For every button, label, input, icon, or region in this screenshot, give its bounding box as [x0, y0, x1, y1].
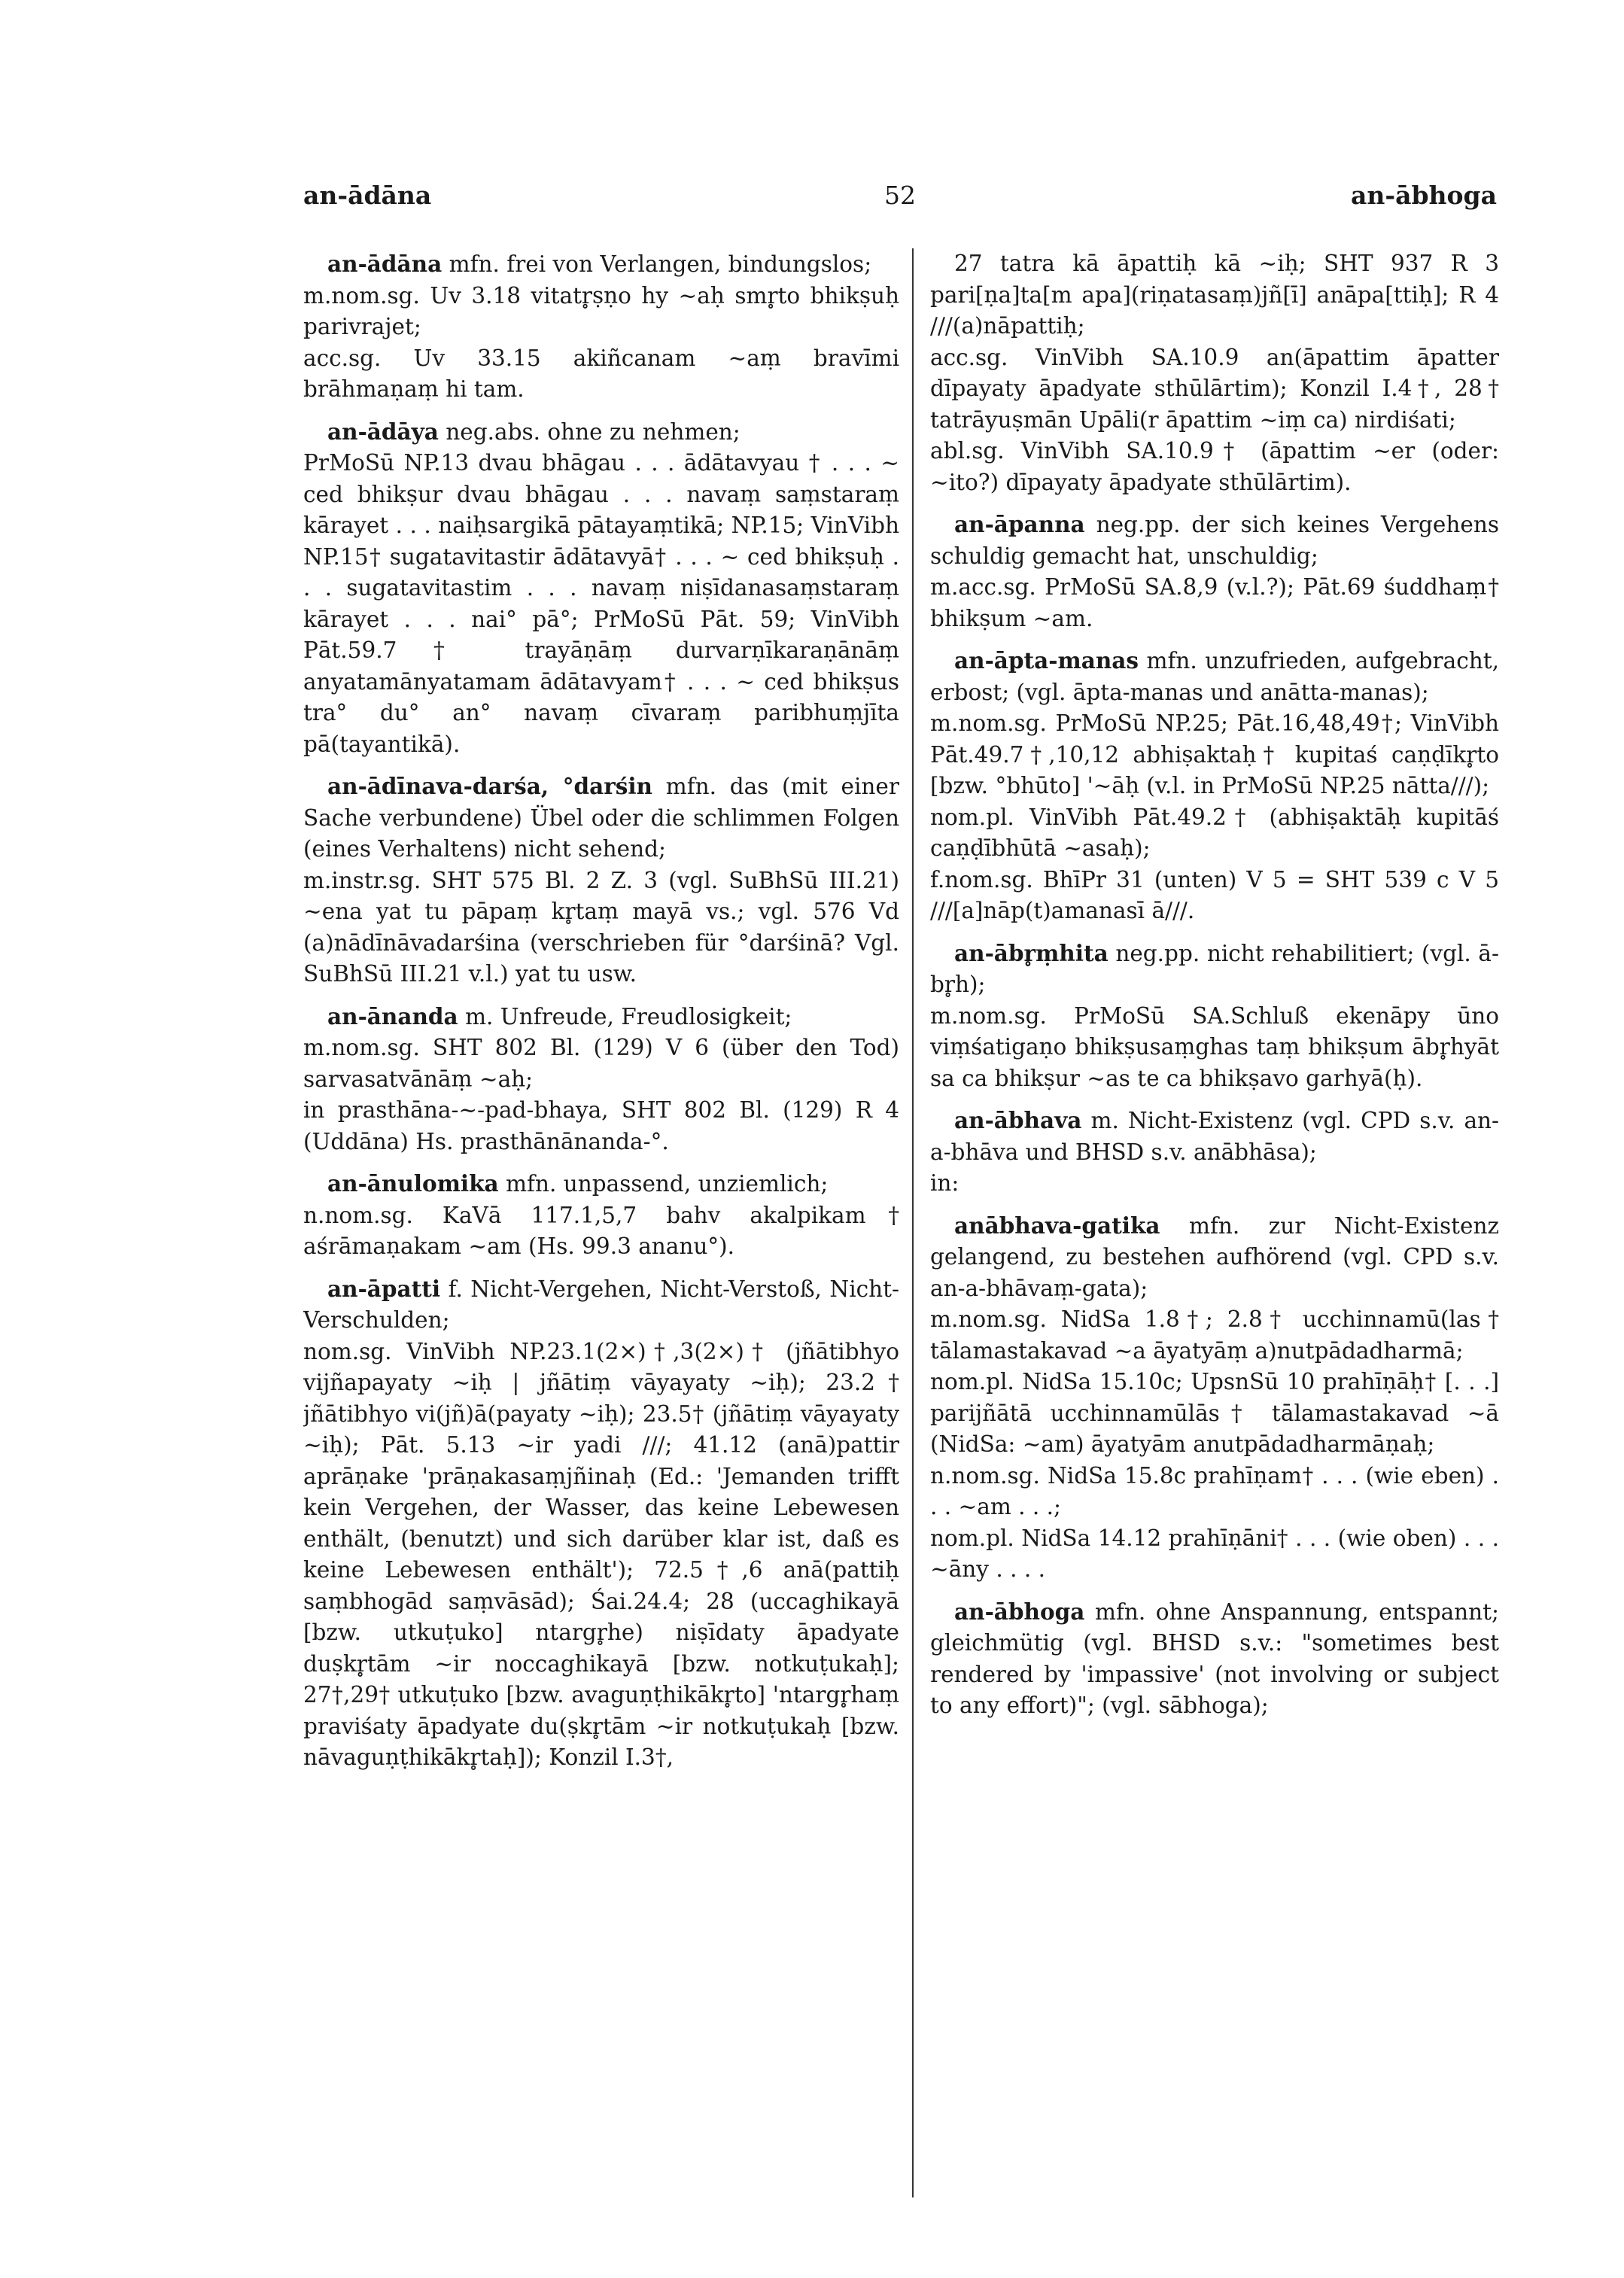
entry-lead [930, 509, 1499, 572]
entry-headword: an-āpatti [327, 1275, 441, 1302]
entry-headword: an-āpanna [954, 511, 1085, 537]
dictionary-entry [303, 771, 899, 990]
entry-citation: m.instr.sg. SHT 575 Bl. 2 Z. 3 (vgl. SuBhSū III.21) ~ena yat tu pāpaṃ kr̥taṃ mayā vs.; vgl. 576 Vd (a)nādīnāvadarśina (verschrieben für °darśinā? Vgl. SuBhSū III.21 v.l.) yat tu usw. [303, 867, 899, 987]
entry-headword: an-ābhava [954, 1107, 1082, 1133]
entry-definition: mfn. frei von Verlangen, bindungslos; [449, 251, 872, 277]
entry-definition: mfn. unzufrieden, aufgebracht, erbost; (vgl. āpta-manas und anātta-manas); [930, 648, 1499, 705]
entry-citation: nom.pl. NidSa 14.12 prahīṇāni† . . . (wie oben) . . . ~āny . . . . [930, 1525, 1499, 1582]
entry-lead [930, 938, 1499, 1001]
entry-lead [930, 1596, 1499, 1722]
entry-lead [303, 1273, 899, 1337]
dictionary-entry [930, 938, 1499, 1095]
entry-lead [303, 771, 899, 865]
entry-citation: abl.sg. VinVibh SA.10.9† (āpattim ~er (oder: ~ito?) dīpayaty āpadyate sthūlārtim). [930, 438, 1499, 495]
entry-citation: f.nom.sg. BhīPr 31 (unten) V 5 = SHT 539 c V 5 ///[a]nāp(t)amanasī ā///. [930, 866, 1499, 923]
entry-headword: an-ābhoga [954, 1598, 1085, 1625]
entry-citation: nom.pl. NidSa 15.10c; UpsnSū 10 prahīṇāḥ† [. . .] parijñātā ucchinnamūlās† tālamastakavad ~ā (NidSa: ~am) āyatyām anutpādadharmāṇaḥ; [930, 1369, 1499, 1457]
entry-citation: in prasthāna-~-pad-bhaya, SHT 802 Bl. (129) R 4 (Uddāna) Hs. prasthānānanda-°. [303, 1097, 899, 1154]
entry-headword: an-ādāya [327, 418, 439, 445]
entry-lead [930, 1210, 1499, 1305]
dictionary-entry [930, 248, 1499, 498]
entry-lead [303, 1168, 899, 1200]
entry-lead [303, 1001, 899, 1033]
dictionary-entry [930, 1105, 1499, 1200]
header-right-headword: an-ābhoga [1351, 181, 1497, 210]
dictionary-entry [303, 416, 899, 761]
entry-definition: f. Nicht-Vergehen, Nicht-Verstoß, Nicht-Verschulden; [303, 1276, 899, 1333]
entry-headword: an-ānulomika [327, 1170, 499, 1197]
entry-definition: m. Nicht-Existenz (vgl. CPD s.v. an-a-bhāva und BHSD s.v. anābhāsa); [930, 1108, 1499, 1165]
entry-lead [930, 248, 1499, 342]
entry-citation: m.nom.sg. PrMoSū NP.25; Pāt.16,48,49†; VinVibh Pāt.49.7†,10,12 abhiṣaktaḥ† kupitaś caṇḍīkr̥to [bzw. °bhūto] '~āḥ (v.l. in PrMoSū NP.25 nātta///); [930, 710, 1499, 798]
entry-citation: acc.sg. Uv 33.15 akiñcanam ~aṃ bravīmi brāhmaṇaṃ hi tam. [303, 345, 899, 402]
entry-citation: n.nom.sg. KaVā 117.1,5,7 bahv akalpikam† aśrāmaṇakam ~am (Hs. 99.3 ananu°). [303, 1202, 899, 1259]
dictionary-entry [303, 248, 899, 406]
entry-definition: neg.pp. der sich keines Vergehens schuldig gemacht hat, unschuldig; [930, 512, 1499, 569]
entry-headword: an-ābr̥ṃhita [954, 939, 1109, 966]
entry-lead [303, 248, 899, 281]
entry-citation: acc.sg. VinVibh SA.10.9 an(āpattim āpatter dīpayaty āpadyate sthūlārtim); Konzil I.4†, 28† tatrāyuṣmān Upāli(r āpattim ~iṃ ca) nirdiśati; [930, 344, 1499, 433]
entry-headword: anābhava-gatika [954, 1212, 1160, 1239]
dictionary-entry [930, 509, 1499, 634]
entry-headword: an-āpta-manas [954, 647, 1139, 674]
dictionary-entry [303, 1001, 899, 1158]
entry-citation: n.nom.sg. NidSa 15.8c prahīṇam† . . . (wie eben) . . . ~am . . .; [930, 1462, 1499, 1519]
dictionary-entry [930, 1596, 1499, 1722]
dictionary-entry [303, 1273, 899, 1774]
entry-citation: m.acc.sg. PrMoSū SA.8,9 (v.l.?); Pāt.69 śuddhaṃ† bhikṣum ~am. [930, 574, 1499, 631]
left-column [303, 248, 899, 2220]
entry-definition: neg.abs. ohne zu nehmen; [446, 418, 741, 445]
running-header [303, 178, 1497, 223]
entry-definition: mfn. unpassend, unziemlich; [506, 1171, 829, 1197]
dictionary-entry [930, 1210, 1499, 1586]
page-number: 52 [884, 181, 916, 210]
entry-definition: mfn. zur Nicht-Existenz gelangend, zu bestehen aufhörend (vgl. CPD s.v. an-a-bhāvaṃ-gata); [930, 1212, 1499, 1301]
entry-citation: m.nom.sg. PrMoSū SA.Schluß ekenāpy ūno viṃśatigaṇo bhikṣusaṃghas taṃ bhikṣum ābr̥hyāt sa ca bhikṣur ~as te ca bhikṣavo garhyā(ḥ). [930, 1002, 1499, 1091]
entry-citation: nom.pl. VinVibh Pāt.49.2† (abhiṣaktāḥ kupitāś caṇḍībhūtā ~asaḥ); [930, 804, 1499, 861]
entry-citation: PrMoSū NP.13 dvau bhāgau . . . ādātavyau † . . . ~ ced bhikṣur dvau bhāgau . . . navaṃ saṃstaraṃ kārayet . . . naiḥsargikā pātayaṃtikā; NP.15; VinVibh NP.15† sugatavitastir ādātavyā† . . . ~ ced bhikṣuḥ . . . sugatavitastim . . . navaṃ niṣīdanasaṃstaraṃ kārayet . . . nai° pā°; PrMoSū Pāt. 59; VinVibh Pāt.59.7† trayāṇāṃ durvarṇīkaraṇānāṃ anyatamānyatamam ādātavyam† . . . ~ ced bhikṣus tra° du° an° navaṃ cīvaraṃ paribhuṃjīta pā(tayantikā). [303, 450, 899, 757]
entry-headword: an-ānanda [327, 1002, 458, 1030]
entry-headword: an-ādīnava-darśa, °darśin [327, 773, 652, 799]
entry-citation: nom.sg. VinVibh NP.23.1(2×)†,3(2×)† (jñātibhyo vijñapayaty ~iḥ | jñātiṃ vāyayaty ~iḥ); 23.2† jñātibhyo vi(jñ)ā(payaty ~iḥ); 23.5† (jñātiṃ vāyayaty ~iḥ); Pāt. 5.13 ~ir yadi ///; 41.12 (anā)pattir aprāṇake 'prāṇakasaṃjñinaḥ (Ed.: 'Jemanden trifft kein Vergehen, der Wasser, das keine Lebewesen enthält, (benutzt) und sich darüber klar ist, daß es keine Lebewesen enthält'); 72.5†,6 anā(pattiḥ saṃbhogād saṃvāsād); Śai.24.4; 28 (uccaghikayā [bzw. utkuṭuko] ntargr̥he) niṣīdaty āpadyate duṣkr̥tām ~ir noccaghikayā [bzw. notkuṭukaḥ]; 27†,29† utkuṭuko [bzw. avaguṇṭhikākr̥to] 'ntargr̥haṃ praviśaty āpadyate du(ṣkr̥tām ~ir notkuṭukaḥ [bzw. nāvaguṇṭhikākr̥taḥ]); Konzil I.3†, [303, 1338, 899, 1770]
entry-definition: 27 tatra kā āpattiḥ kā ~iḥ; SHT 937 R 3 pari[ṇa]ta[m apa](riṇatasaṃ)jñ[ī] anāpa[ttiḥ]; R 4 ///(a)nāpattiḥ; [930, 251, 1499, 339]
entry-lead [303, 416, 899, 449]
entry-lead [930, 645, 1499, 708]
header-left-headword: an-ādāna [303, 181, 432, 210]
entry-definition: neg.pp. nicht rehabilitiert; (vgl. ā-br̥h); [930, 940, 1499, 997]
entry-citation: m.nom.sg. SHT 802 Bl. (129) V 6 (über den Tod) sarvasatvānāṃ ~aḥ; [303, 1035, 899, 1092]
dictionary-entry [930, 645, 1499, 927]
entry-headword: an-ādāna [327, 251, 442, 277]
entry-definition: mfn. ohne Anspannung, entspannt; gleichmütig (vgl. BHSD s.v.: "sometimes best rendered by 'impassive' (not involving or subject to any effort)"; (vgl. sābhoga); [930, 1598, 1499, 1718]
dictionary-entry [303, 1168, 899, 1263]
entry-citation: m.nom.sg. NidSa 1.8†; 2.8† ucchinnamū(las† tālamastakavad ~a āyatyāṃ a)nutpādadharmā; [930, 1306, 1499, 1364]
entry-citation: in: [930, 1170, 959, 1196]
entry-citation: m.nom.sg. Uv 3.18 vitatr̥ṣṇo hy ~aḥ smr̥to bhikṣuḥ parivrajet; [303, 282, 899, 339]
entry-lead [930, 1105, 1499, 1168]
right-column [930, 248, 1499, 2220]
column-divider [912, 248, 914, 2197]
entry-definition: mfn. das (mit einer Sache verbundene) Übel oder die schlimmen Folgen (eines Verhaltens) nicht sehend; [303, 774, 899, 862]
entry-definition: m. Unfreude, Freudlosigkeit; [465, 1003, 792, 1030]
